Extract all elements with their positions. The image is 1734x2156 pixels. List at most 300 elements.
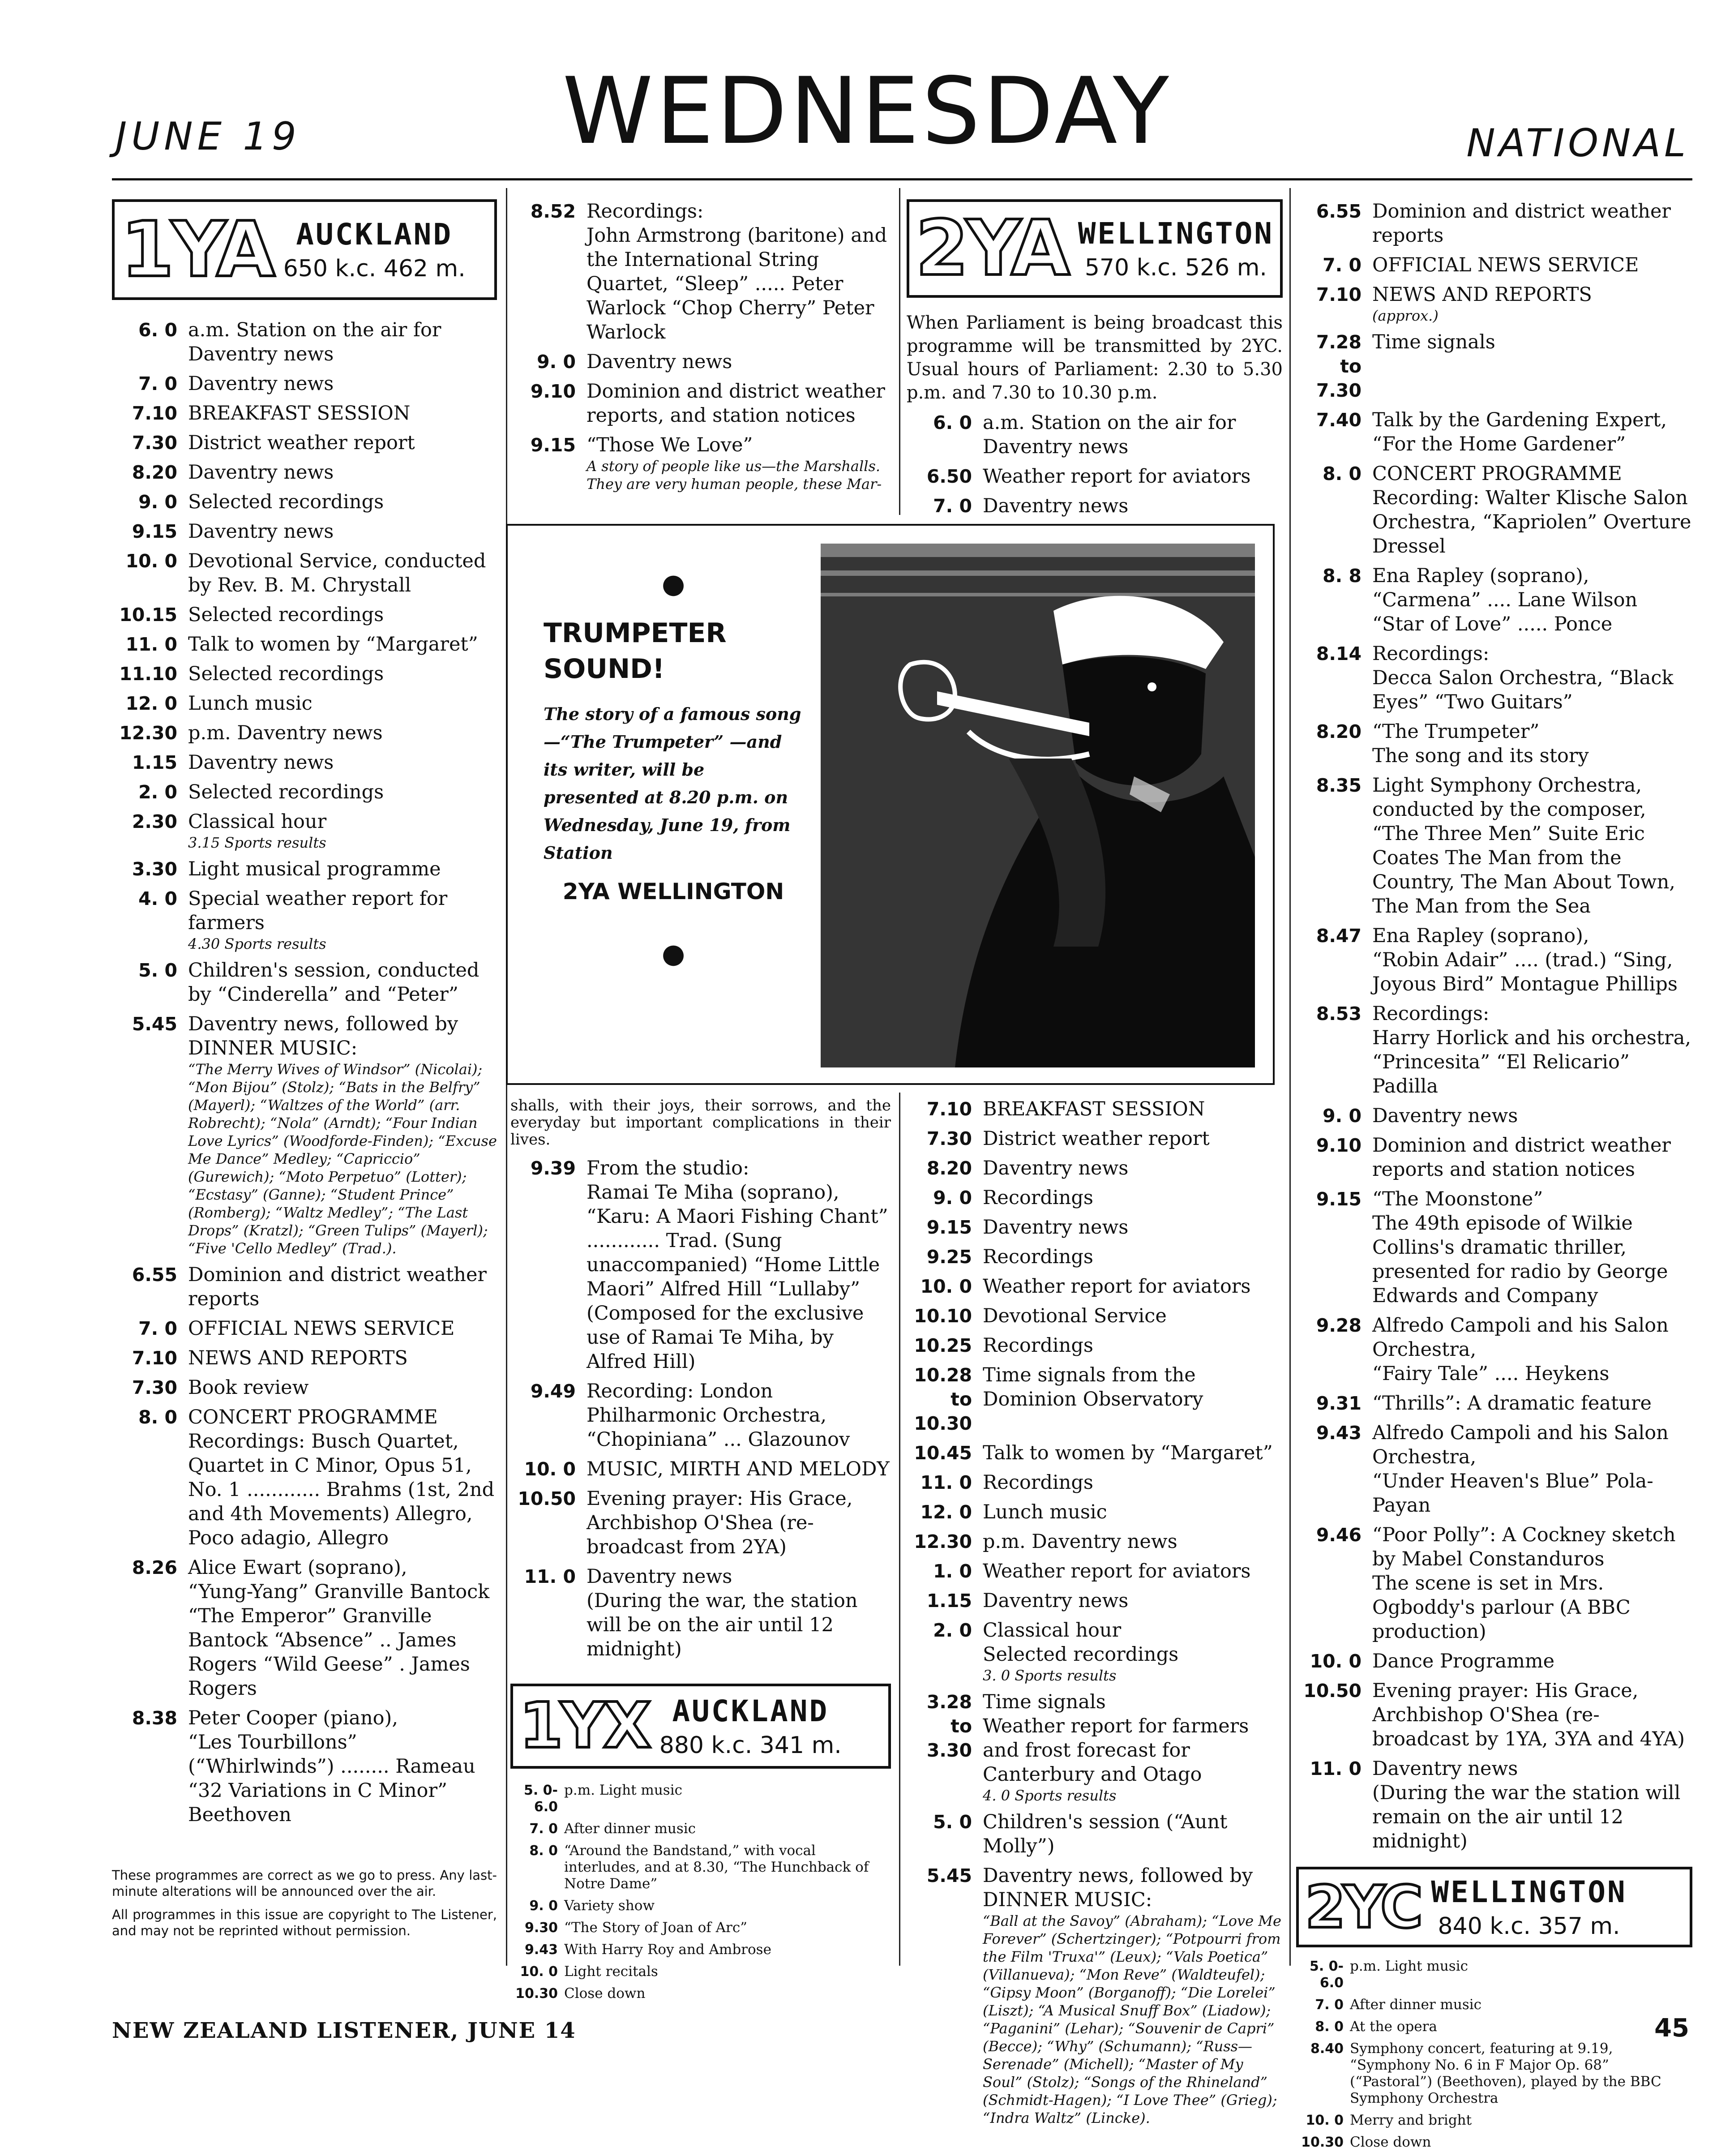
programme-title: MUSIC, MIRTH AND MELODY [587, 1458, 890, 1480]
programme-row [1296, 283, 1692, 325]
programme-time: 5.45 [132, 1013, 177, 1035]
programme-time: 2. 0 [933, 1620, 972, 1641]
programme-title: Selected recordings [188, 491, 384, 513]
programme-entry [188, 603, 497, 627]
station-frequency: 840 k.c. 357 m. [1438, 1912, 1620, 1940]
programme-time: 10. 0 [920, 1276, 972, 1297]
programme-entry [983, 1690, 1283, 1805]
programme-row [907, 1245, 1283, 1269]
programme-time: 10. 0 [524, 1458, 576, 1480]
station-box-1yx [510, 1684, 891, 1769]
programme-row [112, 1346, 497, 1370]
programme-title: Book review [188, 1376, 309, 1399]
programme-time: 10. 0 [520, 1964, 558, 1980]
footer-publication: NEW ZEALAND LISTENER, JUNE 14 [112, 2018, 576, 2043]
programme-time: 9.49 [530, 1380, 576, 1402]
programme-list-1ya-cont [510, 199, 891, 493]
programme-title: Peter Cooper (piano), [188, 1707, 398, 1729]
programme-time: 10. 0 [125, 550, 177, 572]
programme-row [1296, 1757, 1692, 1853]
programme-note: 4. 0 Sports results [983, 1787, 1117, 1804]
column-divider [899, 1093, 900, 1966]
programme-time: 7. 0 [529, 1821, 558, 1837]
programme-row [112, 460, 497, 484]
column-divider [899, 188, 900, 515]
programme-note: A story of people like us—the Marshalls. They are very human people, these Mar- [587, 458, 882, 493]
programme-time: 9.28 [1316, 1315, 1362, 1336]
programme-entry [188, 662, 497, 686]
programme-entry [587, 1564, 891, 1661]
programme-entry [983, 1274, 1283, 1299]
programme-title: Time signals [1372, 331, 1495, 353]
programme-title: Alfredo Campoli and his Salon Orchestra, [1372, 1422, 1669, 1468]
programme-entry [188, 1556, 497, 1701]
station-call-sign: 1YX [519, 1689, 649, 1762]
programme-entry [1350, 2040, 1692, 2107]
programme-detail: John Armstrong (baritone) and the International String Quartet, “Sleep” ..... Peter Warlock “Chop Cherry” Peter Warlock [587, 224, 887, 343]
programme-entry [983, 494, 1283, 518]
programme-entry [1372, 1421, 1692, 1517]
trumpeter-illustration [821, 544, 1255, 1067]
programme-entry [188, 318, 497, 366]
programme-entry [188, 887, 497, 953]
programme-time: 12.30 [914, 1531, 972, 1552]
programme-row [1296, 199, 1692, 248]
programme-entry [188, 1263, 497, 1311]
programme-note: 3.15 Sports results [188, 834, 326, 851]
programme-title: p.m. Daventry news [983, 1530, 1177, 1553]
programme-row [907, 1470, 1283, 1495]
programme-time: 10.50 [518, 1488, 576, 1509]
programme-entry [1372, 1523, 1692, 1644]
programme-time: 5. 0 [138, 960, 177, 981]
programme-row [510, 1156, 891, 1374]
programme-title: p.m. Light music [564, 1782, 682, 1798]
station-frequency: 650 k.c. 462 m. [283, 255, 466, 282]
programme-row [907, 1333, 1283, 1358]
programme-entry [983, 1470, 1283, 1495]
programme-entry [983, 1559, 1283, 1583]
programme-list-2ya-evening [1296, 199, 1692, 1853]
programme-entry [1372, 1187, 1692, 1308]
programme-row [1296, 1649, 1692, 1673]
programme-entry [983, 1618, 1283, 1685]
programme-entry [188, 750, 497, 775]
programme-time: 9.10 [530, 381, 576, 402]
programme-row [510, 1821, 891, 1837]
programme-time: 1. 0 [933, 1560, 972, 1582]
programme-title: Selected recordings [188, 663, 384, 685]
programme-entry [188, 1405, 497, 1550]
programme-time: 11.10 [119, 663, 177, 685]
programme-time: 8.20 [1316, 721, 1362, 742]
programme-time: 9.25 [926, 1246, 972, 1268]
programme-entry [188, 460, 497, 484]
programme-time: 8.20 [132, 462, 177, 483]
programme-row [907, 1215, 1283, 1239]
programme-row [907, 1500, 1283, 1524]
programme-title: Lunch music [983, 1501, 1107, 1523]
programme-time: 10. 0 [1310, 1650, 1362, 1672]
programme-time: 9.46 [1316, 1524, 1362, 1546]
programme-row [112, 431, 497, 455]
programme-entry [1372, 564, 1692, 636]
programme-row [510, 1843, 891, 1892]
station-frequency: 570 k.c. 526 m. [1084, 254, 1267, 281]
programme-time: 8. 0 [138, 1406, 177, 1428]
programme-detail: “Robin Adair” .... (trad.) “Sing, Joyous Bird” Montague Phillips [1372, 949, 1678, 995]
programme-title: Light musical programme [188, 858, 441, 880]
column-2ya-cont [907, 1097, 1283, 2132]
programme-row [907, 1559, 1283, 1583]
station-name: WELLINGTON [1431, 1874, 1627, 1909]
programme-row [1296, 720, 1692, 768]
programme-detail: “Under Heaven's Blue” Pola-Payan [1372, 1470, 1653, 1517]
programme-row [510, 1782, 891, 1815]
station-box-1ya [112, 199, 497, 300]
programme-time: 3.30 [132, 858, 177, 880]
programme-entry [587, 433, 891, 493]
programme-title: Ena Rapley (soprano), [1372, 925, 1589, 947]
programme-row [112, 490, 497, 514]
programme-detail: “Les Tourbillons” (“Whirlwinds”) ........ Rameau “32 Variations in C Minor” Beethoven [188, 1731, 475, 1826]
programme-entry [1372, 462, 1692, 558]
programme-entry [188, 372, 497, 396]
programme-title: After dinner music [1350, 1997, 1482, 2013]
programme-title: Daventry news, followed by DINNER MUSIC: [983, 1865, 1253, 1911]
programme-time: 10.30 [515, 1986, 558, 2002]
programme-time: 7.10 [926, 1098, 972, 1120]
programme-row [1296, 462, 1692, 558]
programme-entry [983, 1097, 1283, 1121]
programme-title: After dinner music [564, 1821, 696, 1837]
programme-row [1296, 1002, 1692, 1098]
programme-row [112, 1316, 497, 1341]
programme-entry [1372, 1133, 1692, 1182]
programme-time: 8. 0 [1323, 463, 1362, 484]
programme-title: p.m. Light music [1350, 1958, 1468, 1974]
programme-time: 9.15 [132, 521, 177, 542]
programme-row [112, 1556, 497, 1701]
programme-entry [983, 1245, 1283, 1269]
page-number: 45 [1654, 2014, 1689, 2043]
programme-row [1296, 1421, 1692, 1517]
programme-row [112, 1376, 497, 1400]
programme-title: Light recitals [564, 1963, 658, 1980]
column-2ya-evening [1296, 199, 1692, 2156]
story-continuation: shalls, with their joys, their sorrows, and the everyday but important complications in their lives. [510, 1097, 891, 1149]
programme-entry [564, 1843, 891, 1892]
programme-entry [188, 519, 497, 544]
programme-entry [188, 490, 497, 514]
programme-row [112, 887, 497, 953]
programme-list-1ya-late [510, 1156, 891, 1661]
programme-time: 9.10 [1316, 1135, 1362, 1156]
programme-row [1296, 1104, 1692, 1128]
programme-title: Dance Programme [1372, 1650, 1555, 1672]
programme-title: NEWS AND REPORTS [1372, 283, 1592, 306]
programme-row [510, 433, 891, 493]
programme-row [510, 1942, 891, 1958]
programme-entry [188, 780, 497, 804]
programme-title: Daventry news, followed by DINNER MUSIC: [188, 1013, 458, 1059]
programme-entry [1372, 1649, 1692, 1673]
programme-row [1296, 253, 1692, 277]
date-label: JUNE 19 [116, 114, 301, 159]
programme-title: a.m. Station on the air for Daventry news [983, 411, 1236, 458]
programme-time: 8.40 [1310, 2041, 1344, 2057]
programme-title: Daventry news [983, 495, 1129, 517]
promo-blurb: The story of a famous song—“The Trumpeter” —and its writer, will be presented at 8.20 p.m. on Wednesday, June 19, from Station [544, 704, 801, 863]
programme-detail: “The Three Men” Suite Eric Coates The Man from the Country, The Man About Town, The Man from the Sea [1372, 823, 1675, 917]
programme-time: 12. 0 [920, 1501, 972, 1523]
programme-row [510, 1920, 891, 1936]
programme-entry [564, 1821, 891, 1837]
programme-row [907, 494, 1283, 518]
programme-title: Recordings: [1372, 1003, 1490, 1025]
programme-title: OFFICIAL NEWS SERVICE [1372, 254, 1639, 276]
programme-detail: “Chopiniana” ... Glazounov [587, 1428, 850, 1451]
station-info [1074, 216, 1274, 281]
programme-row [112, 1012, 497, 1257]
programme-entry [564, 1963, 891, 1980]
programme-row [112, 632, 497, 656]
column-2ya [907, 199, 1283, 523]
programme-time: 6.55 [1316, 201, 1362, 222]
programme-title: Dominion and district weather reports [1372, 200, 1671, 247]
programme-entry [983, 1186, 1283, 1210]
programme-detail: Decca Salon Orchestra, “Black Eyes” “Two Guitars” [1372, 667, 1674, 713]
programme-row [1296, 773, 1692, 918]
programme-title: Daventry news [983, 1216, 1129, 1239]
programme-title: Recordings [983, 1187, 1093, 1209]
programme-title: Variety show [564, 1898, 655, 1914]
programme-list-1ya [112, 318, 497, 1827]
programme-time: 5. 0 [933, 1811, 972, 1833]
programme-time: 10. 0 [1306, 2113, 1344, 2128]
programme-row [907, 1127, 1283, 1151]
header-rule [112, 178, 1692, 180]
programme-title: BREAKFAST SESSION [188, 402, 411, 424]
programme-title: “Around the Bandstand,” with vocal interludes, and at 8.30, “The Hunchback of Notre Dame” [564, 1843, 869, 1892]
programme-row [1296, 1997, 1692, 2013]
programme-title: Classical hour [983, 1619, 1122, 1642]
programme-row [510, 1564, 891, 1661]
programme-title: Close down [1350, 2134, 1431, 2150]
programme-row [112, 1263, 497, 1311]
programme-title: CONCERT PROGRAMME [188, 1406, 438, 1428]
programme-entry [983, 1363, 1283, 1411]
programme-title: “Thrills”: A dramatic feature [1372, 1392, 1652, 1414]
programme-title: p.m. Daventry news [188, 722, 383, 744]
station-frequency: 880 k.c. 341 m. [659, 1732, 842, 1759]
programme-row [907, 1589, 1283, 1613]
programme-time: 9.15 [530, 434, 576, 456]
station-box-2yc [1296, 1867, 1692, 1947]
programme-row [112, 519, 497, 544]
programme-entry [1350, 1958, 1692, 1975]
programme-row [112, 857, 497, 881]
programme-detail: The 49th episode of Wilkie Collins's dramatic thriller, presented for radio by George Edwards and Company [1372, 1212, 1668, 1307]
programme-entry [188, 721, 497, 745]
programme-title: From the studio: [587, 1157, 749, 1179]
programme-time: 9.43 [524, 1942, 558, 1958]
programme-entry [188, 1012, 497, 1257]
station-box-2ya [907, 199, 1283, 298]
programme-time: 10.25 [914, 1335, 972, 1356]
programme-title: District weather report [983, 1127, 1210, 1150]
programme-time: 7. 0 [1323, 254, 1362, 276]
programme-time: 11. 0 [920, 1472, 972, 1493]
column-divider [1289, 188, 1291, 1966]
programme-time: 2.30 [132, 811, 177, 832]
programme-detail: Weather report for farmers and frost forecast for Canterbury and Otago [983, 1715, 1249, 1786]
programme-entry [983, 1864, 1283, 2127]
programme-row [112, 1405, 497, 1550]
programme-time: 8. 0 [529, 1843, 558, 1859]
promo-text [544, 570, 803, 967]
programme-title: Alice Ewart (soprano), [188, 1556, 407, 1579]
programme-detail: Ramai Te Miha (soprano), “Karu: A Maori Fishing Chant” ............ Trad. (Sung unaccompanied) “Home Little Maori” Alfred Hill “Lullaby” (Composed for the exclusive use of Ramai Te Miha, by Alfred Hill) [587, 1181, 888, 1373]
station-name: AUCKLAND [296, 217, 453, 252]
programme-entry [1372, 1679, 1692, 1751]
programme-row [1296, 2112, 1692, 2129]
programme-row [907, 1304, 1283, 1328]
programme-row [510, 1379, 891, 1452]
programme-entry [1350, 2019, 1692, 2035]
programme-time: 4. 0 [138, 888, 177, 909]
programme-detail: “Yung-Yang” Granville Bantock “The Emperor” Granville Bantock “Absence” .. James Rogers “Wild Geese” . James Rogers [188, 1581, 490, 1700]
programme-title: Recordings [983, 1471, 1093, 1494]
programme-entry [983, 1441, 1283, 1465]
programme-entry [1372, 253, 1692, 277]
programme-row [112, 662, 497, 686]
programme-entry [188, 1706, 497, 1827]
programme-time: 10.15 [119, 604, 177, 626]
programme-entry [188, 958, 497, 1007]
programme-entry [587, 1487, 891, 1559]
programme-title: Daventry news [1372, 1105, 1518, 1127]
programme-title: Daventry news [983, 1157, 1129, 1179]
station-call-sign: 1YA [121, 205, 273, 294]
copyright-notice [112, 1867, 497, 1939]
programme-title: Daventry news [587, 351, 732, 373]
programme-title: Devotional Service [983, 1305, 1167, 1327]
programme-row [907, 1186, 1283, 1210]
programme-detail: “Fairy Tale” .... Heykens [1372, 1363, 1610, 1385]
programme-row [112, 1706, 497, 1827]
station-info [1426, 1875, 1627, 1940]
programme-title: CONCERT PROGRAMME [1372, 463, 1622, 485]
programme-time: 8.38 [132, 1707, 177, 1729]
programme-row [1296, 564, 1692, 636]
programme-time: 7.30 [926, 1128, 972, 1149]
programme-row [1296, 1958, 1692, 1991]
programme-entry [1372, 330, 1692, 354]
programme-detail: The scene is set in Mrs. Ogboddy's parlour (A BBC production) [1372, 1572, 1631, 1643]
parliament-notice: When Parliament is being broadcast this programme will be transmitted by 2YC. Usual hours of Parliament: 2.30 to 5.30 p.m. and 7.30 to 10.30 p.m. [907, 313, 1283, 403]
programme-title: NEWS AND REPORTS [188, 1347, 408, 1369]
programme-detail: The song and its story [1372, 745, 1589, 767]
programme-row [907, 1156, 1283, 1180]
programme-time: 11. 0 [125, 634, 177, 655]
programme-title: OFFICIAL NEWS SERVICE [188, 1317, 455, 1340]
programme-row [907, 1810, 1283, 1858]
programme-list-1yx [510, 1782, 891, 2002]
programme-title: Light Symphony Orchestra, conducted by the composer, [1372, 774, 1646, 821]
programme-title: At the opera [1350, 2019, 1437, 2035]
programme-entry [983, 1500, 1283, 1524]
programme-title: Lunch music [188, 692, 313, 715]
programme-title: Evening prayer: His Grace, Archbishop O'Shea (re-broadcast from 2YA) [587, 1487, 853, 1558]
programme-time: 7. 0 [1315, 1997, 1344, 2013]
programme-entry [1372, 642, 1692, 714]
programme-entry [1372, 924, 1692, 996]
programme-time: 7. 0 [138, 1318, 177, 1339]
programme-title: “The Moonstone” [1372, 1188, 1543, 1210]
programme-entry [188, 549, 497, 597]
programme-entry [564, 1782, 891, 1799]
programme-entry [983, 1810, 1283, 1858]
programme-time: 9. 0 [1323, 1105, 1362, 1127]
programme-title: a.m. Station on the air for Daventry news [188, 319, 441, 365]
programme-row [112, 780, 497, 804]
programme-row [1296, 2040, 1692, 2107]
programme-row [1296, 1313, 1692, 1386]
programme-entry [587, 199, 891, 344]
bullet-icon: ● [661, 938, 685, 969]
programme-time: 2. 0 [138, 781, 177, 803]
programme-entry [1372, 1104, 1692, 1128]
programme-row [907, 1363, 1283, 1436]
programme-title: Weather report for aviators [983, 1275, 1251, 1298]
programme-title: With Harry Roy and Ambrose [564, 1942, 771, 1958]
programme-entry [587, 1457, 891, 1481]
programme-time: 10.45 [914, 1442, 972, 1464]
programme-entry [587, 350, 891, 374]
station-info [655, 1694, 842, 1759]
programme-time: 6. 0 [933, 412, 972, 433]
programme-time: 9.43 [1316, 1422, 1362, 1444]
programme-entry [983, 1156, 1283, 1180]
programme-row [907, 1097, 1283, 1121]
programme-row [1296, 1133, 1692, 1182]
programme-row [112, 810, 497, 852]
programme-entry [983, 1530, 1283, 1554]
programme-title: Close down [564, 1985, 646, 2002]
station-call-sign: 2YA [916, 204, 1067, 293]
page-title: WEDNESDAY [562, 58, 1172, 165]
programme-title: Talk to women by “Margaret” [983, 1442, 1273, 1464]
programme-time: 9. 0 [537, 351, 576, 373]
notice-paragraph: All programmes in this issue are copyright to The Listener, and may not be reprinted without permission. [112, 1907, 497, 1938]
programme-entry [1372, 408, 1692, 456]
programme-row [907, 1274, 1283, 1299]
programme-title: BREAKFAST SESSION [983, 1098, 1205, 1120]
programme-row [1296, 2019, 1692, 2035]
programme-time: 7.10 [132, 403, 177, 424]
programme-time: 9.31 [1316, 1393, 1362, 1414]
programme-time: 10.28 to 10.30 [914, 1364, 972, 1434]
promo-title: TRUMPETER SOUND! [544, 617, 727, 685]
programme-entry [564, 1985, 891, 2002]
programme-row [907, 1441, 1283, 1465]
programme-time: 5. 0-6.0 [523, 1783, 558, 1815]
programme-entry [564, 1898, 891, 1914]
programme-row [112, 691, 497, 716]
programme-time: 12.30 [119, 722, 177, 744]
programme-entry [188, 431, 497, 455]
